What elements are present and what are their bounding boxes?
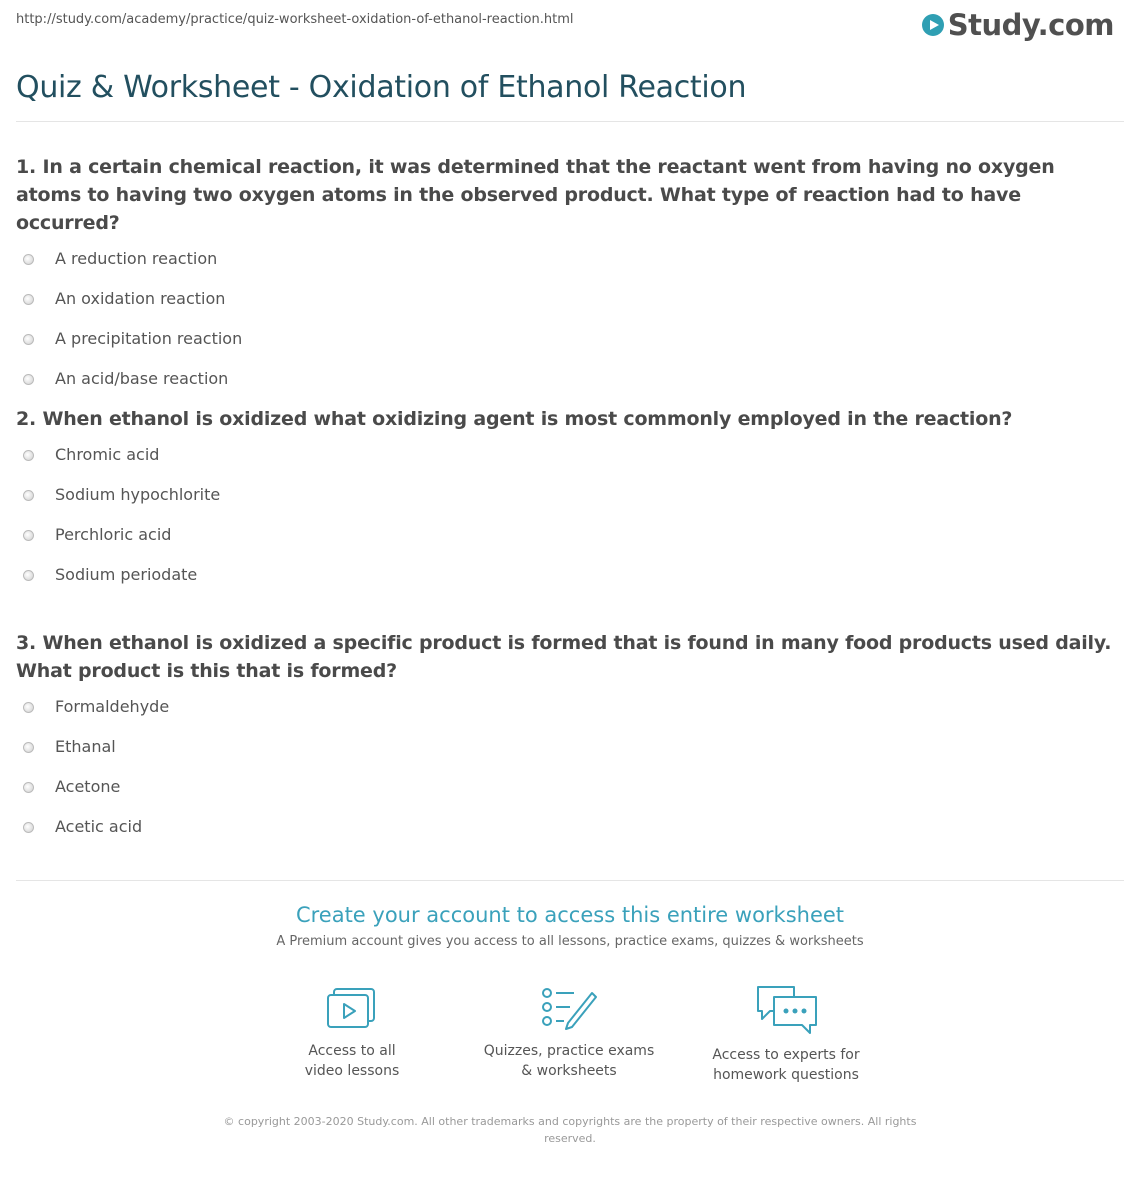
answer-label: Formaldehyde	[55, 697, 170, 716]
question-3	[16, 629, 1116, 857]
answer-label: Acetone	[55, 777, 121, 796]
cta-divider	[16, 880, 1124, 881]
bullet-icon	[23, 702, 34, 713]
page-title: Quiz & Worksheet - Oxidation of Ethanol Reaction	[16, 70, 747, 105]
bullet-icon	[23, 374, 34, 385]
question-stem: 2. When ethanol is oxidized what oxidizing agent is most commonly employed in the reaction?	[16, 408, 1013, 430]
logo-text: Study.com	[947, 8, 1114, 42]
study-logo[interactable]	[922, 8, 1114, 42]
question-stem: 3. When ethanol is oxidized a specific product is formed that is found in many food products used daily. What product is this that is formed?	[16, 632, 1112, 682]
feature-line: homework questions	[713, 1067, 859, 1083]
answer-label: Sodium hypochlorite	[55, 485, 221, 504]
quiz-list-icon	[540, 985, 598, 1031]
answer-option[interactable]	[16, 289, 1116, 329]
answer-option[interactable]	[16, 817, 1116, 857]
play-logo-icon	[922, 14, 944, 36]
cta-title-link[interactable]: Create your account to access this entire worksheet	[295, 903, 845, 927]
bullet-icon	[23, 822, 34, 833]
bullet-icon	[23, 450, 34, 461]
bullet-icon	[23, 782, 34, 793]
bullet-icon	[23, 334, 34, 345]
answer-option[interactable]	[16, 697, 1116, 737]
answer-option[interactable]	[16, 525, 1116, 565]
bullet-icon	[23, 254, 34, 265]
answer-option[interactable]	[16, 369, 1116, 409]
answer-label: Acetic acid	[55, 817, 143, 836]
cta-subtitle: A Premium account gives you access to all lessons, practice exams, quizzes & worksheets	[276, 934, 864, 949]
copyright-text: © copyright 2003-2020 Study.com. All other trademarks and copyrights are the property of their respective owners. All rights reserved.	[223, 1115, 917, 1145]
title-divider	[16, 121, 1124, 122]
question-stem: 1. In a certain chemical reaction, it was determined that the reactant went from having no oxygen atoms to having two oxygen atoms in the observed product. What type of reaction had to have occurred?	[16, 156, 1055, 234]
question-1	[16, 153, 1116, 409]
feature-line: Access to experts for	[712, 1047, 860, 1063]
bullet-icon	[23, 742, 34, 753]
answer-option[interactable]	[16, 777, 1116, 817]
answer-list	[16, 697, 1116, 857]
feature-experts	[686, 985, 886, 1085]
answer-option[interactable]	[16, 329, 1116, 369]
feature-line: video lessons	[304, 1063, 400, 1079]
answer-label: Chromic acid	[55, 445, 160, 464]
feature-quizzes	[469, 985, 669, 1081]
answer-option[interactable]	[16, 737, 1116, 777]
feature-video-lessons	[252, 985, 452, 1081]
answer-label: A reduction reaction	[55, 249, 218, 268]
feature-line: & worksheets	[521, 1063, 617, 1079]
copyright-footer	[0, 1113, 1140, 1147]
video-icon	[326, 985, 378, 1031]
question-2	[16, 405, 1116, 605]
answer-list	[16, 445, 1116, 605]
answer-label: A precipitation reaction	[55, 329, 243, 348]
answer-label: Ethanal	[55, 737, 116, 756]
answer-option[interactable]	[16, 445, 1116, 485]
answer-label: Sodium periodate	[55, 565, 198, 584]
chat-bubbles-icon	[754, 985, 818, 1035]
answer-label: An acid/base reaction	[55, 369, 229, 388]
answer-option[interactable]	[16, 565, 1116, 605]
answer-label: Perchloric acid	[55, 525, 172, 544]
answer-list	[16, 249, 1116, 409]
feature-line: Access to all	[308, 1043, 396, 1059]
bullet-icon	[23, 570, 34, 581]
answer-option[interactable]	[16, 485, 1116, 525]
page-url: http://study.com/academy/practice/quiz-worksheet-oxidation-of-ethanol-reaction.html	[16, 12, 574, 27]
bullet-icon	[23, 530, 34, 541]
answer-label: An oxidation reaction	[55, 289, 226, 308]
bullet-icon	[23, 294, 34, 305]
bullet-icon	[23, 490, 34, 501]
answer-option[interactable]	[16, 249, 1116, 289]
feature-line: Quizzes, practice exams	[483, 1043, 655, 1059]
